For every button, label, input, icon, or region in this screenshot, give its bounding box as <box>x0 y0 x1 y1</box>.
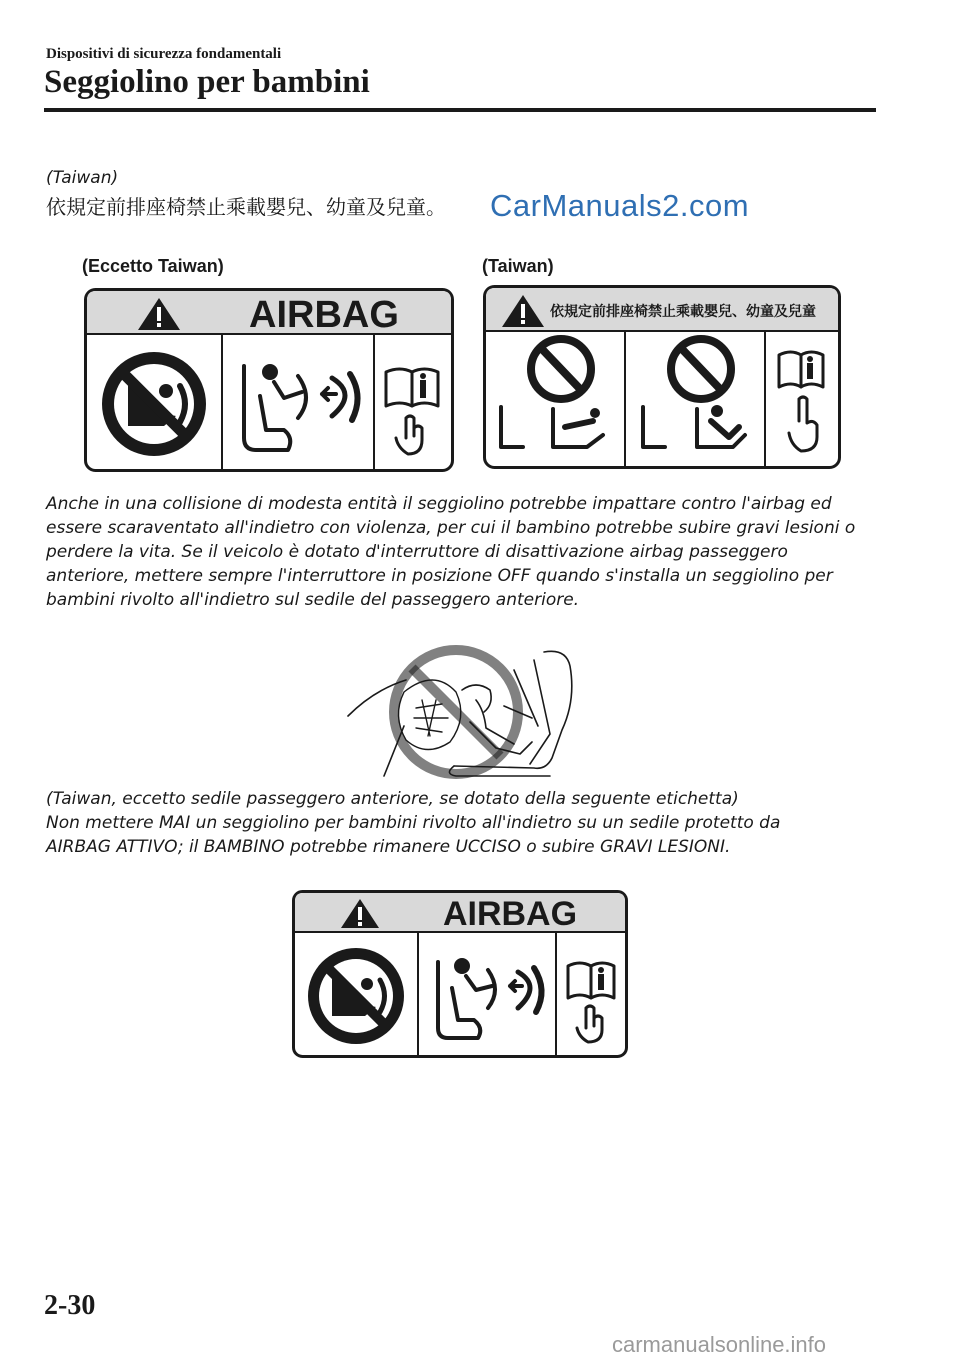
title-rule <box>44 108 876 112</box>
intro-region: (Taiwan) <box>46 168 119 188</box>
sticker-banner-text: 依規定前排座椅禁止乘載嬰兒、幼童及兒童 <box>550 304 816 320</box>
taiwan-warning-sticker <box>483 285 841 469</box>
paragraph-line: anteriore, mettere sempre l'interruttore in posizione OFF quando s'installa un seggiolino per <box>46 566 833 586</box>
airbag-warning-sticker <box>84 288 454 472</box>
paragraph-line: essere scaraventato all'indietro con violenza, per cui il bambino potrebbe subire gravi lesioni o <box>46 518 856 538</box>
page-title: Seggiolino per bambini <box>44 64 370 100</box>
page-number: 2-30 <box>44 1290 96 1321</box>
footer-watermark: carmanualsonline.info <box>612 1332 827 1357</box>
paragraph-line: Non mettere MAI un seggiolino per bambini rivolto all'indietro su un sedile protetto da <box>46 813 781 833</box>
section-heading: Dispositivi di sicurezza fondamentali <box>46 46 282 62</box>
airbag-warning-sticker-2 <box>292 890 628 1058</box>
paragraph-line: (Taiwan, eccetto sedile passeggero anteriore, se dotato della seguente etichetta) <box>46 789 739 809</box>
sticker-banner-text: AIRBAG <box>249 294 399 336</box>
warning-paragraph <box>46 492 916 612</box>
label-taiwan: (Taiwan) <box>482 256 554 276</box>
taiwan-paragraph <box>46 787 916 859</box>
prohibited-child-seat-icon <box>308 948 404 1044</box>
prohibited-airbag-illustration <box>344 630 584 780</box>
prohibited-child-seat-icon <box>102 352 206 456</box>
sticker-banner-text: AIRBAG <box>442 895 578 933</box>
paragraph-line: bambini rivolto all'indietro sul sedile del passeggero anteriore. <box>46 590 580 610</box>
label-except-taiwan: (Eccetto Taiwan) <box>82 256 224 276</box>
paragraph-line: perdere la vita. Se il veicolo è dotato d'interruttore di disattivazione airbag passeggero <box>46 542 788 562</box>
watermark: CarManuals2.com <box>490 188 750 223</box>
paragraph-line: Anche in una collisione di modesta entità il seggiolino potrebbe impattare contro l'airbag ed <box>46 494 832 514</box>
intro-chinese-text: 依規定前排座椅禁止乘載嬰兒、幼童及兒童。 <box>46 195 446 219</box>
paragraph-line: AIRBAG ATTIVO; il BAMBINO potrebbe rimanere UCCISO o subire GRAVI LESIONI. <box>46 837 731 857</box>
